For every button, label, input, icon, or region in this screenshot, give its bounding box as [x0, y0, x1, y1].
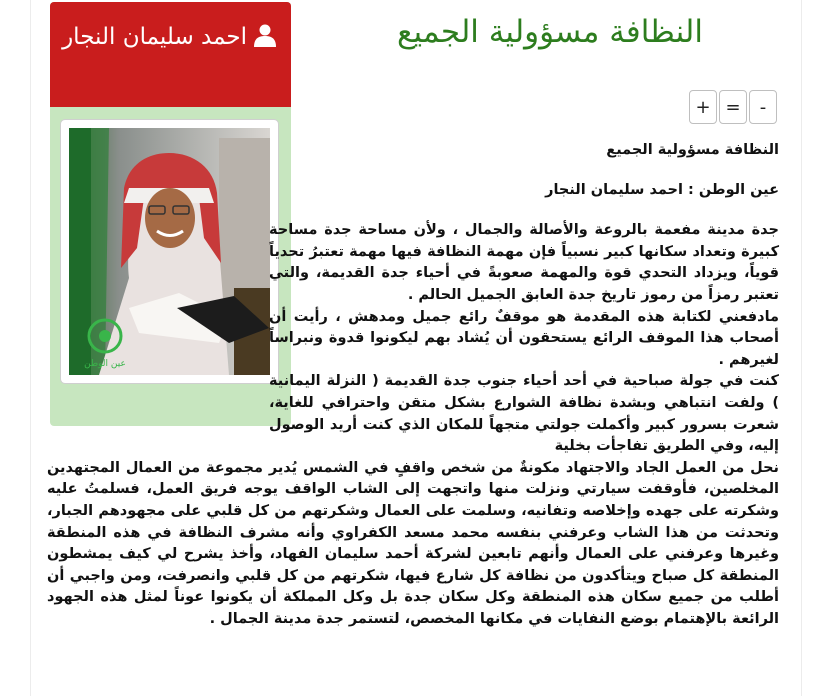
decrease-font-button[interactable]: - [749, 90, 777, 124]
reset-font-button[interactable]: = [719, 90, 747, 124]
font-size-controls [689, 90, 779, 126]
increase-font-button[interactable]: + [689, 90, 717, 124]
article-body [47, 140, 779, 630]
article-byline: عين الوطن : احمد سليمان النجار [545, 181, 779, 198]
article-paragraph: مادفعني لكتابة هذه المقدمة هو موقفٌ رائع جميل ومدهش ، رأيت أن أصحاب هذا الموقف الرائع يستحقون أن يُشاد بهم ليكونوا قدوة ونبراساً لغيرهم . [269, 308, 779, 368]
author-header[interactable] [50, 2, 291, 107]
article-headline: النظافة مسؤولية الجميع [397, 14, 703, 50]
photo-watermark: عين الوطن [84, 359, 126, 369]
article-paragraph: كنت في جولة صباحية في أحد أحياء جنوب جدة القديمة ( النزلة اليمانية ) ولفت انتباهي وبشدة نظافة الشوارع بشكل متقن واحترافي للغاية، شعرت بسرور كبير وأكملت جولتي متجهاً للمكان الذي كنت أريد الوصول إليه، وفي الطريق تفاجأت بخلية [269, 373, 779, 455]
article-paragraph: جدة مدينة مفعمة بالروعة والأصالة والجمال ، ولأن مساحة جدة مساحة كبيرة وتعداد سكانها كبير نسبياً فإن مهمة النظافة فيها مهمة تعتبرُ تحدياً قوياً، ويزداد التحدي قوة والمهمة صعوبةً في أحياء جدة القديمة، والتي تعتبر رمزاً من رموز تاريخ جدة العابق الجميل الحالم . [269, 222, 779, 303]
user-icon [253, 23, 277, 57]
article-paragraph: نحل من العمل الجاد والاجتهاد مكونةٌ من شخص واقفٍ في الشمس يُدير مجموعة من العمال المجتهدين المخلصين، فأوقفت سيارتي ونزلت منها واتجهت إلى الشاب الواقف يوجه فريق العمل، فسلمتُ عليه وشكرته على جهده وإخلاصه وتفانيه، وسلمت على العمال وشكرتهم من كل قلبي على مجهودهم الجبار، وتحدثت من هذا الشاب وعرفني بنفسه محمد مسعد الكفراوي وأنه مشرف النظافة في هذه المنطقة وغيرها وعرفني على العمال وأنهم تابعين لشركة أحمد سليمان الفهاد، وأخذ يشرح لي كيف يمشطون المنطقة كل صباح ويتأكدون من نظافة كل شارع فيها، شكرتهم من كل قلبي وانصرفت، ومن واجبي أن أطلب من جميع سكان هذه المنطقة وكل سكان جدة بل وكل المملكة أن يكونوا عوناً لمثل هذه الجهود الرائعة بالإهتمام بوضع النفايات في مكانها المخصص، لتستمر جدة مدينة الجمال . [47, 459, 779, 627]
author-name[interactable]: احمد سليمان النجار [62, 24, 247, 50]
article-title: النظافة مسؤولية الجميع [606, 142, 779, 158]
